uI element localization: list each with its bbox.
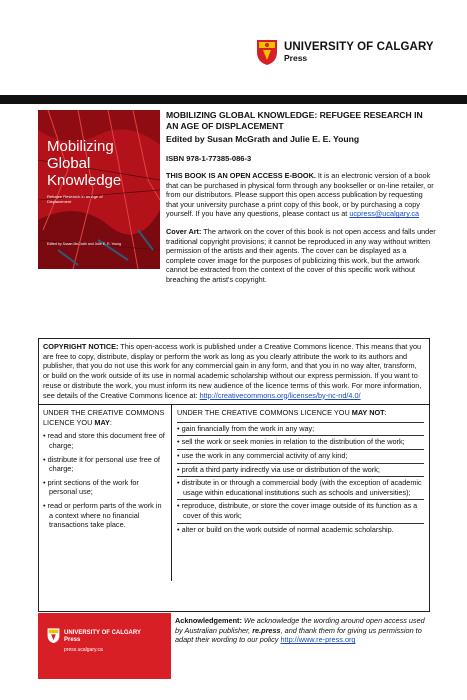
book-cover: [38, 110, 160, 269]
creative-commons-link[interactable]: http://creativecommons.org/licenses/by-nc-nd/4.0/: [199, 390, 361, 400]
list-item: • sell the work or seek monies in relation to the distribution of the work;: [177, 436, 424, 450]
header-rule: [0, 95, 467, 104]
book-editors: Edited by Susan McGrath and Julie E. E. Young: [166, 134, 360, 144]
may-not-column: [172, 405, 429, 581]
list-item: • use the work in any commercial activity of any kind;: [177, 450, 424, 464]
book-title: MOBILIZING GLOBAL KNOWLEDGE: REFUGEE RESEARCH IN AN AGE OF DISPLACEMENT: [166, 110, 423, 131]
may-not-heading: UNDER THE CREATIVE COMMONS LICENCE YOU MAY NOT:: [177, 408, 387, 418]
publisher-name: UNIVERSITY OF CALGARY: [284, 41, 434, 53]
list-item: • distribute it for personal use free of charge;: [43, 454, 160, 474]
re-press-link[interactable]: http://www.re-press.org: [280, 635, 356, 645]
acknowledgement: Acknowledgement: We acknowledge the wording around open access used by Australian publisher, re.press, and thank them for giving us permission to adapt their wording to our policy http://www.re-press.org: [175, 616, 425, 645]
list-item: • gain financially from the work in any way;: [177, 423, 424, 437]
crest-icon: [47, 627, 60, 644]
footer-logo: [38, 613, 171, 679]
book-isbn: ISBN 978-1-77385-086-3: [166, 154, 252, 163]
list-item: • print sections of the work for personal use;: [43, 477, 139, 497]
cover-authors: Edited by Susan McGrath and Julie E. E. Young: [47, 242, 122, 246]
publisher-sub: Press: [284, 53, 308, 63]
list-item: • distribute in or through a commercial body (with the exception of academic usage within educational institutions such as schools and universities);: [177, 477, 424, 500]
publisher-header: [256, 30, 434, 74]
cover-title: Mobilizing Global Knowledge: [47, 138, 122, 189]
footer-publisher-name: UNIVERSITY OF CALGARY Press: [64, 630, 142, 643]
copyright-box: [38, 338, 430, 612]
crest-icon: [256, 38, 278, 66]
footer-url: press.ucalgary.ca: [64, 647, 103, 653]
may-not-list: [177, 422, 424, 536]
cover-subtitle: Refugee Research in an Age of Displacement: [47, 194, 103, 204]
list-item: • read and store this document free of charge;: [43, 431, 165, 450]
list-item: • alter or build on the work outside of normal academic scholarship.: [177, 524, 394, 534]
cover-art-notice: Cover Art: The artwork on the cover of this book is not open access and falls under traditional copyright provisions; it cannot be reproduced in any way without written permission of the artists and their agents. The cover can be displayed as a complete cover image for the purposes of publicizing this work, but the artwork cannot be extracted from the context of the cover of this specific work without breaching the artist's copyright.: [166, 226, 436, 284]
list-item: • profit a third party indirectly via use or distribution of the work;: [177, 464, 424, 478]
copyright-notice: COPYRIGHT NOTICE: This open-access work is published under a Creative Commons licence. This means that you are free to copy, distribute, display or perform the work as long as you clearly attribute the work to its authors and publisher, that you do not use this work for any commercial gain in any form, and that you in no way alter, transform, or build on the work outside of its use in normal academic scholarship without our express permission. If you want to reuse or distribute the work, you must inform its new audience of the licence terms of this work. For more information, see details of the Creative Commons licence at: http://creativecommons.org/licenses/by-nc-nd/4.0/: [39, 339, 429, 405]
may-list: [43, 431, 167, 529]
book-info: [166, 110, 436, 285]
list-item: • read or perform parts of the work in a context where no financial transactions take place.: [43, 500, 162, 530]
contact-email-link[interactable]: ucpress@ucalgary.ca: [349, 209, 420, 219]
list-item: • reproduce, distribute, or store the cover image outside of its function as a cover of this work;: [177, 500, 424, 523]
may-column: [39, 405, 172, 581]
may-heading: UNDER THE CREATIVE COMMONS LICENCE YOU MAY:: [43, 408, 165, 427]
ebook-notice: THIS BOOK IS AN OPEN ACCESS E-BOOK. It is an electronic version of a book that can be purchased in physical form through any bookseller or on-line retailer, or from our distributors. Please support this open access publication by requesting that your university purchase a print copy of this book, or by purchasing a copy yourself. If you have any questions, please contact us at ucpress@ucalgary.ca: [166, 171, 434, 219]
